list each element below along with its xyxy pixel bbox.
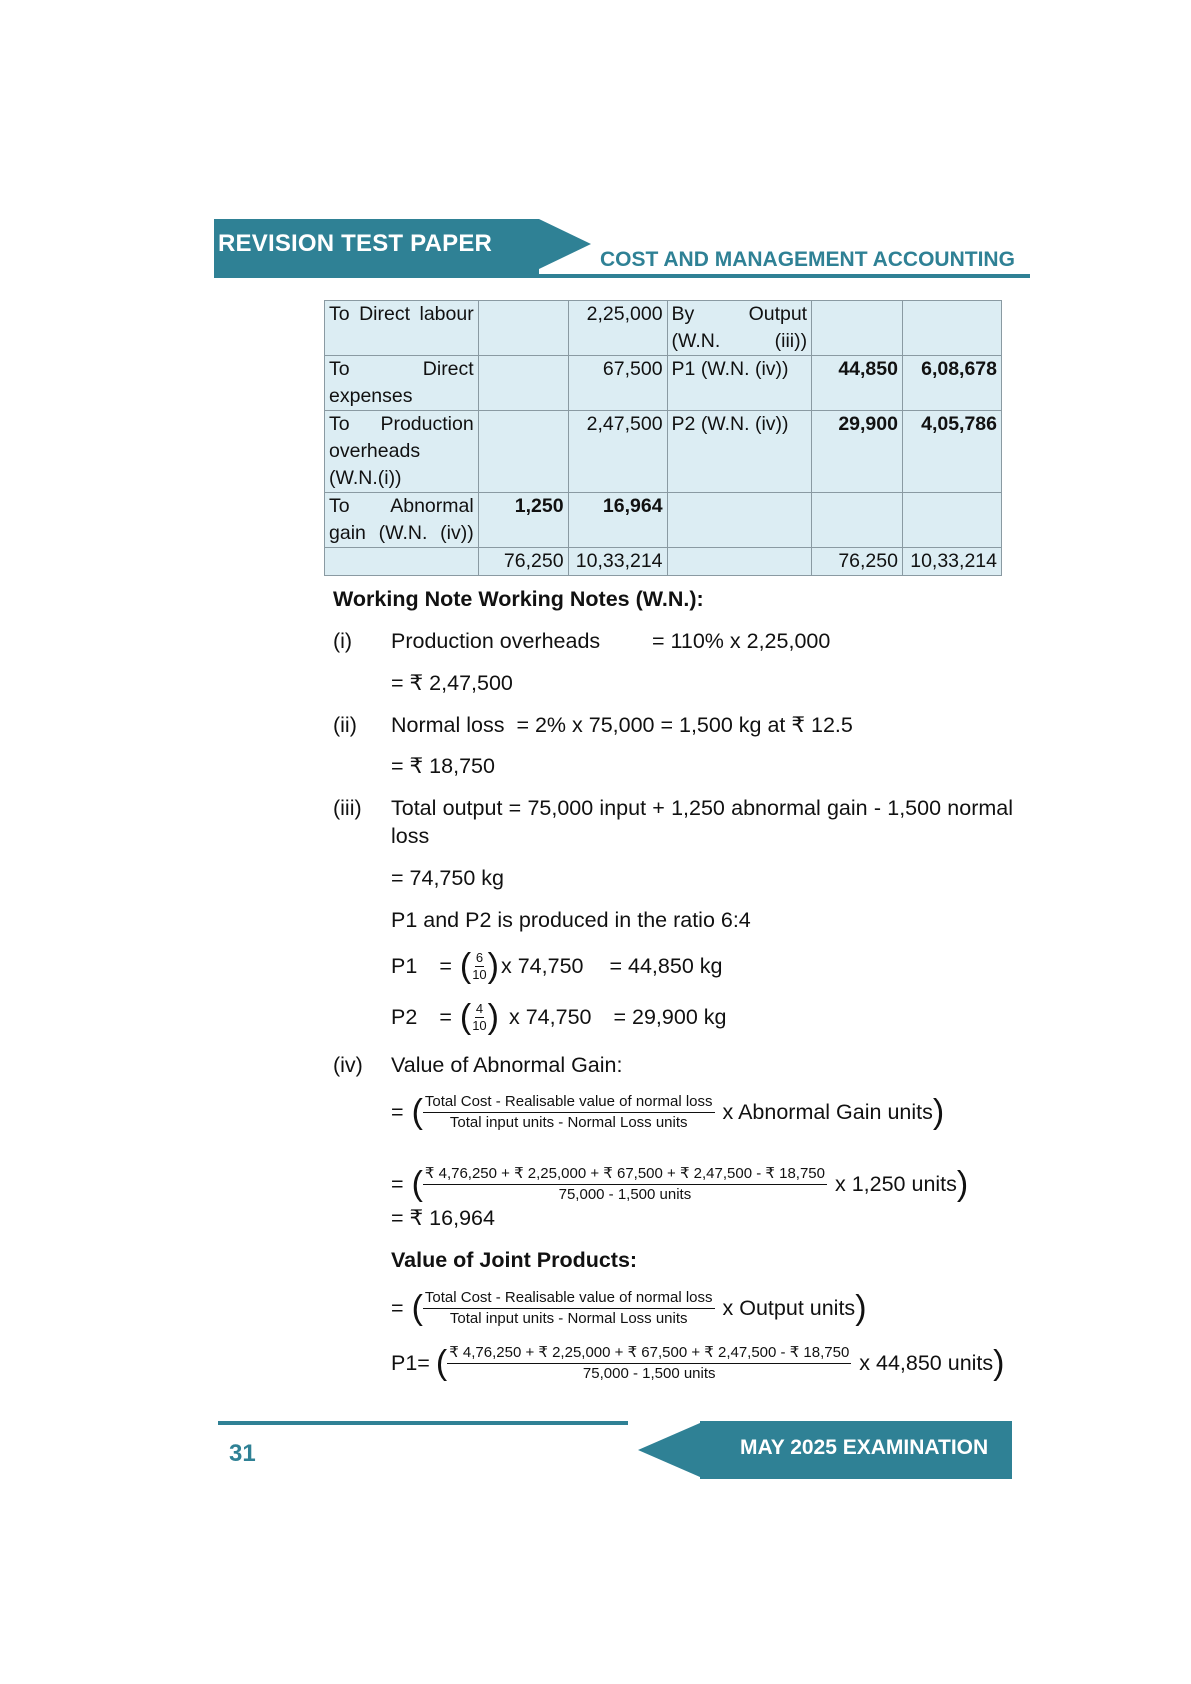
cr-qty <box>812 301 903 356</box>
footer-rule <box>218 1421 628 1425</box>
cr-amt: 4,05,786 <box>902 411 1001 493</box>
formula-tail: x Abnormal Gain units <box>722 1100 933 1124</box>
note-iii-number: (iii) <box>333 796 362 820</box>
p1-label: P1 <box>391 954 418 978</box>
values-tail: x 44,850 units <box>859 1351 994 1375</box>
dr-label: To Direct labour <box>325 301 479 356</box>
note-i-result: = ₹ 2,47,500 <box>391 671 513 695</box>
joint-products-formula: = ( $\frac{\text{Total Cost - Realisable value of normal loss}}{\text{Total input units - Normal Loss units}}$ x Output units ) <box>391 1288 867 1327</box>
note-i-label: Production overheads <box>391 629 601 653</box>
abnormal-gain-formula: = ( $\frac{\text{Total Cost - Realisable value of normal loss}}{\text{Total input units - Normal Loss units}}$ x Abnormal Gain units ) <box>391 1092 945 1131</box>
p1-prefix: P1= <box>391 1351 430 1375</box>
note-iv-title: Value of Abnormal Gain: <box>391 1053 623 1077</box>
footer-banner-arrow <box>638 1423 700 1477</box>
table-row <box>325 411 1002 493</box>
values-fraction: $\frac{₹ 4,76,250 + ₹ 2,25,000 + ₹ 67,500 + ₹ 2,47,500 - ₹ 18,750}{\text{75,000 - 1,500 units}}$ <box>449 1343 850 1382</box>
table-row <box>325 301 1002 356</box>
process-account-table <box>324 300 1002 576</box>
cr-label: P2 (W.N. (iv)) <box>667 411 812 493</box>
p1-multiplier: x 74,750 <box>501 954 584 978</box>
total-cr-qty: 76,250 <box>812 548 903 576</box>
header-banner-arrow <box>539 219 591 269</box>
note-ii-number: (ii) <box>333 713 357 737</box>
joint-products-title: Value of Joint Products: <box>391 1248 638 1272</box>
cr-qty <box>812 493 903 548</box>
table-row <box>325 493 1002 548</box>
dr-qty <box>478 301 568 356</box>
note-i-number: (i) <box>333 629 353 653</box>
dr-amt: 2,25,000 <box>568 301 667 356</box>
values-fraction: $\frac{₹ 4,76,250 + ₹ 2,25,000 + ₹ 67,500 + ₹ 2,47,500 - ₹ 18,750}{\text{75,000 - 1,500 units}}$ <box>424 1164 825 1203</box>
dr-qty <box>478 356 568 411</box>
dr-label: To Direct expenses <box>325 356 479 411</box>
p1-fraction: 6 10 <box>472 949 487 982</box>
cr-label: P1 (W.N. (iv)) <box>667 356 812 411</box>
dr-amt: 2,47,500 <box>568 411 667 493</box>
p1-calculation: P1 = ( 6 10 ) x 74,750 = 44,850 kg <box>391 947 723 985</box>
table-row <box>325 356 1002 411</box>
note-iii-text: Total output = 75,000 input + 1,250 abnormal gain - 1,500 normal loss <box>391 796 1013 848</box>
dr-label: To Production overheads (W.N.(i)) <box>325 411 479 493</box>
formula-fraction: $\frac{\text{Total Cost - Realisable value of normal loss}}{\text{Total input units - Normal Loss units}}$ <box>424 1092 713 1131</box>
p2-fraction: 4 10 <box>472 1000 487 1033</box>
header-rule <box>214 274 1030 278</box>
values-tail: x 1,250 units <box>834 1172 957 1196</box>
dr-label: To Abnormal gain (W.N. (iv)) <box>325 493 479 548</box>
p2-multiplier: x 74,750 <box>509 1005 592 1029</box>
p2-calculation: P2 = ( 4 10 ) x 74,750 = 29,900 kg <box>391 998 727 1036</box>
cr-qty: 44,850 <box>812 356 903 411</box>
p1-result: = 44,850 kg <box>609 954 723 978</box>
p1-value-formula: P1= ( $\frac{₹ 4,76,250 + ₹ 2,25,000 + ₹ 67,500 + ₹ 2,47,500 - ₹ 18,750}{\text{75,000 - 1,500 units}}$ x 44,850 units ) <box>391 1343 1005 1382</box>
note-ii-text: Normal loss = 2% x 75,000 = 1,500 kg at ₹ 12.5 <box>391 713 853 737</box>
dr-amt: 67,500 <box>568 356 667 411</box>
formula-fraction: $\frac{\text{Total Cost - Realisable value of normal loss}}{\text{Total input units - Normal Loss units}}$ <box>424 1288 713 1327</box>
cr-amt <box>902 301 1001 356</box>
p2-label: P2 <box>391 1005 418 1029</box>
total-dr-amt: 10,33,214 <box>568 548 667 576</box>
formula-tail: x Output units <box>722 1296 856 1320</box>
cr-amt <box>902 493 1001 548</box>
cr-amt: 6,08,678 <box>902 356 1001 411</box>
cr-label <box>667 493 812 548</box>
abnormal-gain-result: = ₹ 16,964 <box>391 1206 495 1230</box>
note-iii-ratio: P1 and P2 is produced in the ratio 6:4 <box>391 908 751 932</box>
total-dr-qty: 76,250 <box>478 548 568 576</box>
header-subject: COST AND MANAGEMENT ACCOUNTING <box>600 248 1015 271</box>
dr-qty: 1,250 <box>478 493 568 548</box>
working-notes-heading: Working Note Working Notes (W.N.): <box>333 587 704 611</box>
cr-label: By Output (W.N. (iii)) <box>667 301 812 356</box>
dr-amt: 16,964 <box>568 493 667 548</box>
note-iv-number: (iv) <box>333 1053 363 1077</box>
total-cr-amt: 10,33,214 <box>902 548 1001 576</box>
note-i-equation: = 110% x 2,25,000 <box>652 629 831 653</box>
p2-result: = 29,900 kg <box>613 1005 727 1029</box>
footer-exam: MAY 2025 EXAMINATION <box>740 1436 989 1459</box>
abnormal-gain-values: = ( $\frac{₹ 4,76,250 + ₹ 2,25,000 + ₹ 67,500 + ₹ 2,47,500 - ₹ 18,750}{\text{75,000 - 1,500 units}}$ x 1,250 units ) <box>391 1164 969 1203</box>
note-iii-result: = 74,750 kg <box>391 866 504 890</box>
dr-qty <box>478 411 568 493</box>
header-title: REVISION TEST PAPER <box>218 230 493 257</box>
page-number: 31 <box>229 1440 256 1467</box>
table-total-row <box>325 548 1002 576</box>
cr-qty: 29,900 <box>812 411 903 493</box>
note-ii-result: = ₹ 18,750 <box>391 754 495 778</box>
